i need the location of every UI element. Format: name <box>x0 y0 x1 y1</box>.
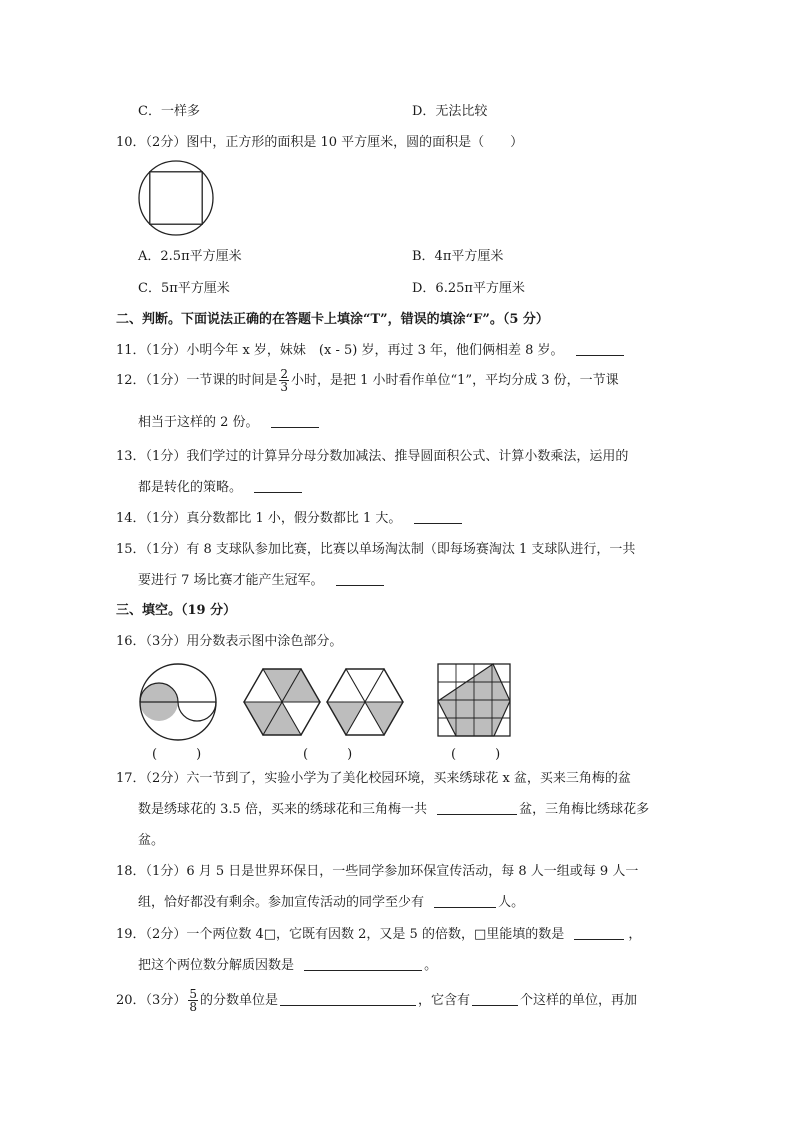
q14-answer-blank[interactable] <box>414 509 462 524</box>
q11 <box>116 341 624 361</box>
q12-line2-text: 相当于这样的 2 份。 <box>138 415 259 430</box>
q16-stem: 16．（3分）用分数表示图中涂色部分。 <box>116 634 343 649</box>
q13-line2 <box>138 478 302 498</box>
q17-answer-blank-1[interactable] <box>437 800 517 815</box>
q12-text-after: 小时，是把 1 小时看作单位“1”，平均分成 3 份，一节课 <box>290 373 619 388</box>
q12-fraction <box>279 368 289 393</box>
q15-line2-text: 要进行 7 场比赛才能产生冠军。 <box>138 573 324 588</box>
q18-answer-blank[interactable] <box>434 893 496 908</box>
q17-line3-text: 盆。 <box>138 833 165 848</box>
circle-square-figure <box>136 158 216 238</box>
q11-text: 11．（1分）小明今年 x 岁，妹妹 (x - 5) 岁，再过 3 年，他们俩相差 8 岁。 <box>116 343 564 358</box>
q17-line2-text-b: 盆，三角梅比绣球花多 <box>519 802 650 817</box>
q16-answer-paren-3[interactable]: ( ) <box>451 747 501 762</box>
q10-option-c: C．5π平方厘米 <box>138 281 230 296</box>
q16-answer-paren-1[interactable]: ( ) <box>152 747 202 762</box>
q12-line2 <box>138 413 319 433</box>
q20-text-mid2: ，它含有 <box>417 993 470 1008</box>
q19-line1 <box>116 925 641 945</box>
q17-line2 <box>138 800 649 820</box>
shaded-grid-figure <box>436 662 514 740</box>
q13-answer-blank[interactable] <box>254 478 302 493</box>
q12-line1 <box>116 366 619 396</box>
q10-stem: 10．（2分）图中，正方形的面积是 10 平方厘米，圆的面积是（ ） <box>116 135 524 150</box>
q20-fraction-numerator: 5 <box>189 987 197 1001</box>
q13-line1: 13．（1分）我们学过的计算异分母分数加减法、推导圆面积公式、计算小数乘法，运用的 <box>116 449 629 464</box>
q14 <box>116 509 462 529</box>
shaded-hexagon-figure-1 <box>238 664 326 740</box>
q13-line2-text: 都是转化的策略。 <box>138 480 243 495</box>
q17-line2-text-a: 数是绣球花的 3.5 倍，买来的绣球花和三角梅一共 <box>138 802 427 817</box>
q17-line1: 17．（2分）六一节到了，实验小学为了美化校园环境，买来绣球花 x 盆，买来三角梅的盆 <box>116 771 631 786</box>
q12-fraction-denominator: 3 <box>280 380 288 394</box>
q20-text-mid1: 的分数单位是 <box>199 993 278 1008</box>
q12-fraction-numerator: 2 <box>280 367 288 381</box>
q9-option-d: D．无法比较 <box>412 104 488 119</box>
q18-line1: 18．（1分）6 月 5 日是世界环保日，一些同学参加环保宣传活动，每 8 人一组或每 9 人一 <box>116 864 639 879</box>
q12-answer-blank[interactable] <box>271 413 319 428</box>
q14-text: 14．（1分）真分数都比 1 小，假分数都比 1 大。 <box>116 511 402 526</box>
q19-line2 <box>138 956 437 976</box>
q20-fraction-denominator: 8 <box>189 1000 197 1014</box>
q19-answer-blank-2[interactable] <box>304 956 422 971</box>
q15-line2 <box>138 571 384 591</box>
q20-line1 <box>116 985 637 1017</box>
q20-text-end: 个这样的单位，再加 <box>520 993 638 1008</box>
q19-line2-text: 把这个两位数分解质因数是 <box>138 958 295 973</box>
q20-text-before: 20．（3分） <box>116 993 187 1008</box>
q9-option-c: C．一样多 <box>138 104 200 119</box>
q19-line1-comma: ， <box>628 927 642 942</box>
q15-line1: 15．（1分）有 8 支球队参加比赛，比赛以单场淘汰制（即每场赛淘汰 1 支球队进行，一共 <box>116 542 636 557</box>
q18-line2 <box>138 893 524 913</box>
shaded-circle-figure <box>136 660 220 744</box>
q20-fraction <box>188 988 198 1013</box>
q20-answer-blank-2[interactable] <box>472 991 518 1006</box>
q15-answer-blank[interactable] <box>336 571 384 586</box>
q20-answer-blank-1[interactable] <box>280 991 416 1006</box>
q19-line2-period: 。 <box>424 958 438 973</box>
q11-answer-blank[interactable] <box>576 341 624 356</box>
q10-option-d: D．6.25π平方厘米 <box>412 281 525 296</box>
q19-answer-blank-1[interactable] <box>574 925 624 940</box>
q19-line1-text: 19．（2分）一个两位数 4□，它既有因数 2，又是 5 的倍数，□里能填的数是 <box>116 927 565 942</box>
q16-answer-paren-2[interactable]: ( ) <box>303 747 353 762</box>
q17-line3 <box>138 831 164 851</box>
q18-line2-text-a: 组，恰好都没有剩余。参加宣传活动的同学至少有 <box>138 895 425 910</box>
q18-line2-text-b: 人。 <box>498 895 525 910</box>
q10-option-b: B．4π平方厘米 <box>412 249 504 264</box>
section-2-title: 二、判断。下面说法正确的在答题卡上填涂“T”，错误的填涂“F”。（5 分） <box>116 312 549 327</box>
section-3-title: 三、填空。（19 分） <box>116 603 237 618</box>
q12-text-before: 12．（1分）一节课的时间是 <box>116 373 278 388</box>
shaded-hexagon-figure-2 <box>321 664 409 740</box>
q10-option-a: A．2.5π平方厘米 <box>138 249 242 264</box>
